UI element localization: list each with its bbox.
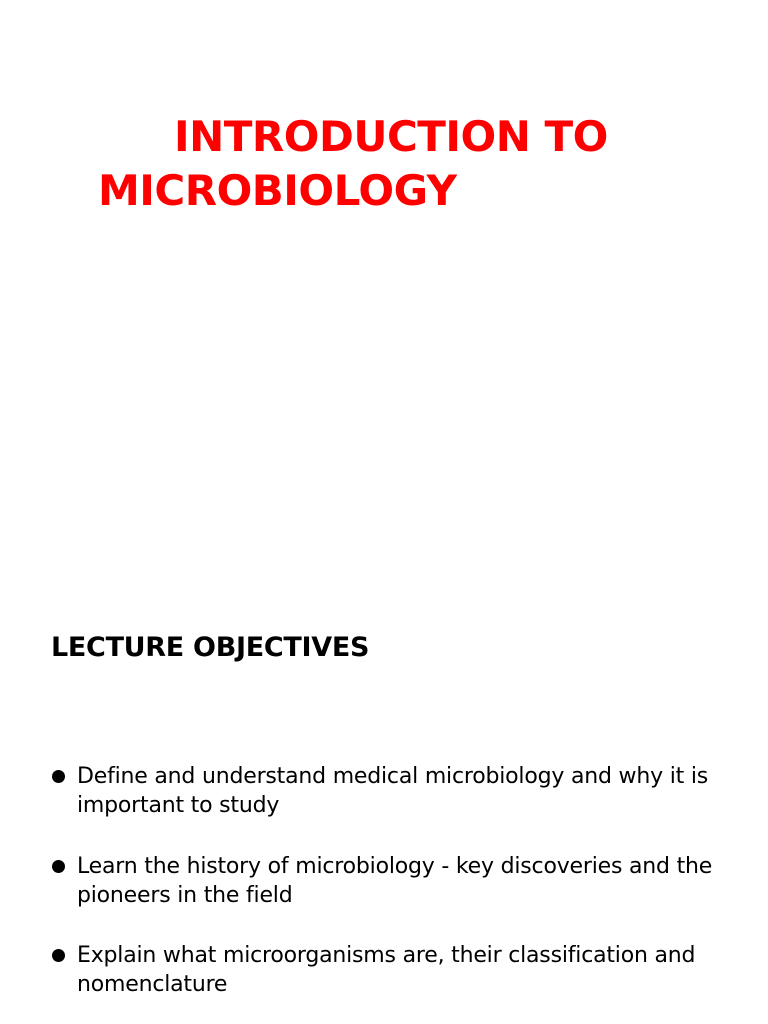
bullet-icon	[52, 949, 65, 962]
objective-text: Explain what microorganisms are, their classification and nomenclature	[77, 943, 696, 997]
slide-title-line-2: MICROBIOLOGY	[98, 166, 457, 215]
slide-title-line-1: INTRODUCTION TO	[174, 112, 608, 161]
bullet-icon	[52, 770, 65, 783]
objective-text: Learn the history of microbiology - key discoveries and the pioneers in the field	[77, 854, 713, 908]
objective-text: Define and understand medical microbiology and why it is important to study	[77, 764, 709, 818]
bullet-icon	[52, 860, 65, 873]
section-heading: LECTURE OBJECTIVES	[51, 632, 370, 663]
